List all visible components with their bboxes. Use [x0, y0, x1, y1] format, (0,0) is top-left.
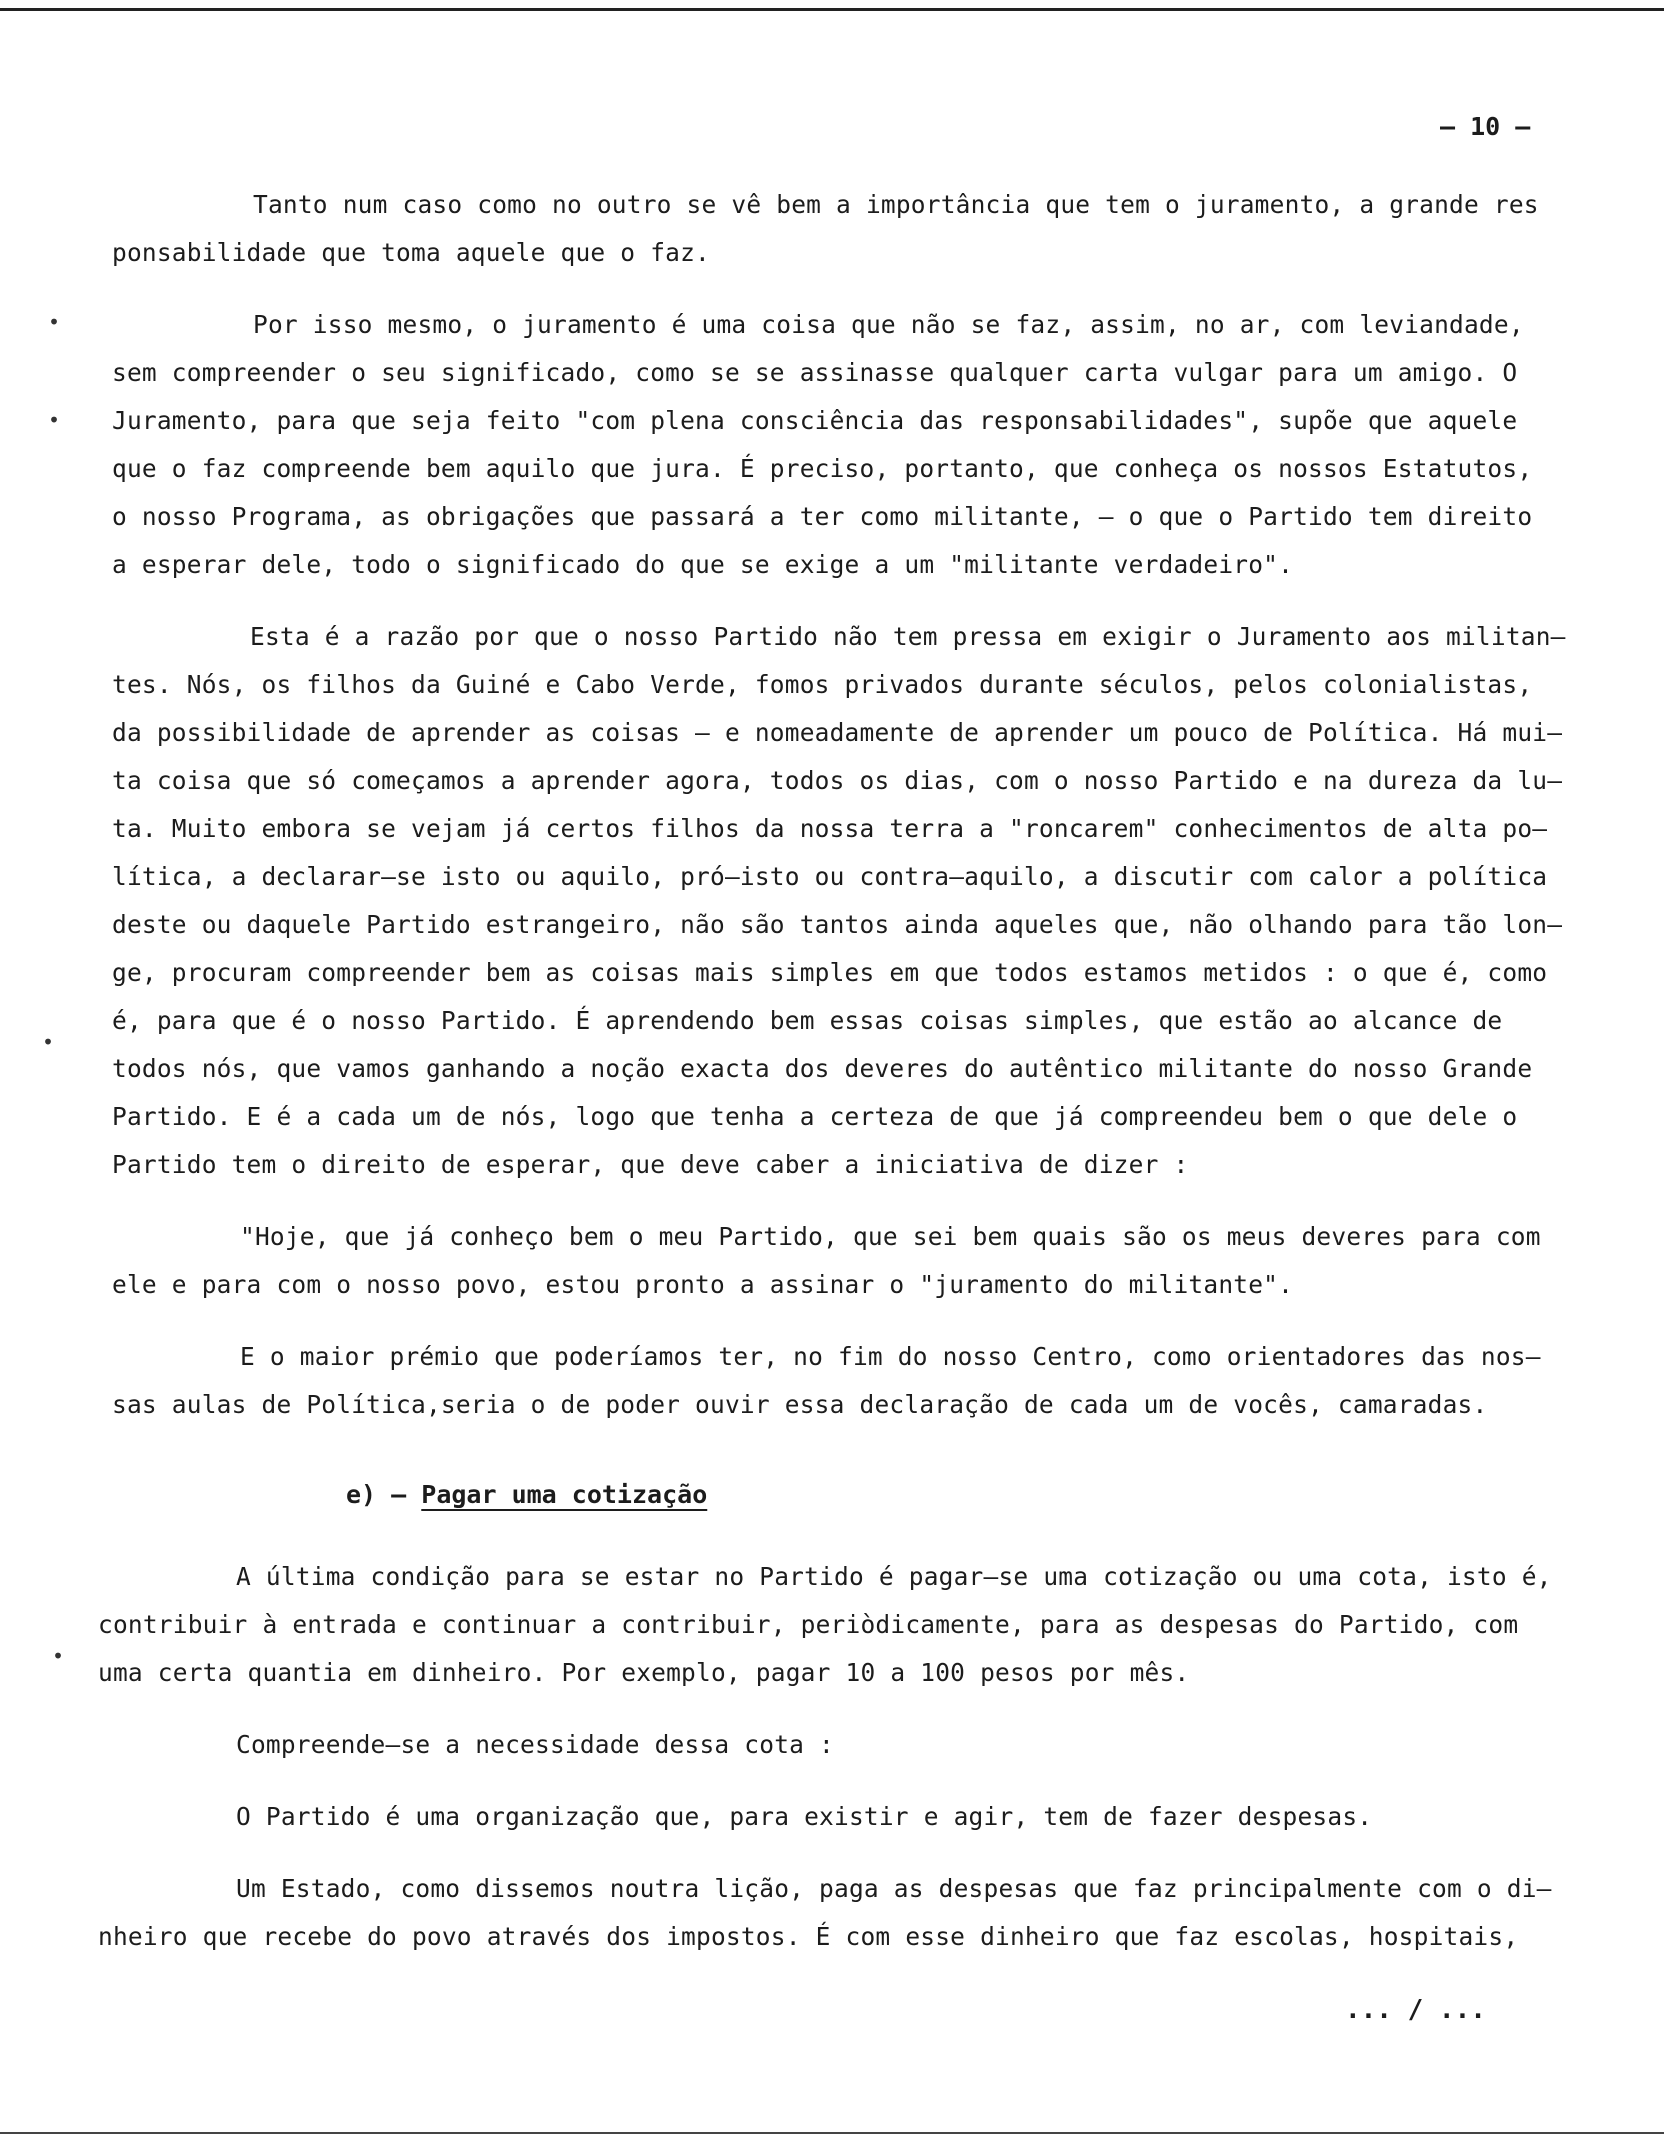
- text-line: ge, procuram compreender bem as coisas mais simples em que todos estamos metidos : o que é, como: [112, 958, 1548, 987]
- text-line: O Partido é uma organização que, para existir e agir, tem de fazer despesas.: [236, 1802, 1373, 1831]
- text-line: ponsabilidade que toma aquele que o faz.: [112, 238, 711, 267]
- text-line: contribuir à entrada e continuar a contribuir, periòdicamente, para as despesas do Partido, com: [98, 1610, 1519, 1639]
- text-line: lítica, a declarar–se isto ou aquilo, pró–isto ou contra–aquilo, a discutir com calor a política: [112, 862, 1548, 891]
- text-line: tes. Nós, os filhos da Guiné e Cabo Verde, fomos privados durante séculos, pelos colonialistas,: [112, 670, 1533, 699]
- text-line: Por isso mesmo, o juramento é uma coisa que não se faz, assim, no ar, com leviandade,: [253, 310, 1524, 339]
- text-line: Tanto num caso como no outro se vê bem a importância que tem o juramento, a grande res: [253, 190, 1539, 219]
- text-line: sas aulas de Política,seria o de poder ouvir essa declaração de cada um de vocês, camaradas.: [112, 1390, 1488, 1419]
- text-line: é, para que é o nosso Partido. É aprendendo bem essas coisas simples, que estão ao alcance de: [112, 1006, 1503, 1035]
- margin-mark: •: [48, 408, 61, 432]
- text-line: Partido. E é a cada um de nós, logo que tenha a certeza de que já compreendeu bem o que dele o: [112, 1102, 1518, 1131]
- text-line: ta. Muito embora se vejam já certos filhos da nossa terra a "roncarem" conhecimentos de alta po–: [112, 814, 1548, 843]
- continuation-marker: ... / ...: [1345, 1995, 1486, 2025]
- text-line: a esperar dele, todo o significado do que se exige a um "militante verdadeiro".: [112, 550, 1294, 579]
- text-line: que o faz compreende bem aquilo que jura. É preciso, portanto, que conheça os nossos Estatutos,: [112, 454, 1533, 483]
- text-line: Esta é a razão por que o nosso Partido não tem pressa em exigir o Juramento aos militan–: [250, 622, 1566, 651]
- page-number: – 10 –: [1440, 112, 1531, 141]
- text-line: da possibilidade de aprender as coisas – e nomeadamente de aprender um pouco de Política. Há mui–: [112, 718, 1563, 747]
- text-line: deste ou daquele Partido estrangeiro, não são tantos ainda aqueles que, não olhando para tão lon–: [112, 910, 1563, 939]
- text-line: sem compreender o seu significado, como se se assinasse qualquer carta vulgar para um amigo. O: [112, 358, 1518, 387]
- text-line: ta coisa que só começamos a aprender agora, todos os dias, com o nosso Partido e na dureza da lu–: [112, 766, 1563, 795]
- text-line: Um Estado, como dissemos noutra lição, paga as despesas que faz principalmente com o di–: [236, 1874, 1552, 1903]
- text-line: Compreende–se a necessidade dessa cota :: [236, 1730, 835, 1759]
- text-line: ele e para com o nosso povo, estou pronto a assinar o "juramento do militante".: [112, 1270, 1294, 1299]
- margin-mark: •: [52, 1644, 65, 1668]
- section-heading: [346, 1480, 707, 1509]
- text-line: nheiro que recebe do povo através dos impostos. É com esse dinheiro que faz escolas, hospitais,: [98, 1922, 1519, 1951]
- text-line: o nosso Programa, as obrigações que passará a ter como militante, – o que o Partido tem direito: [112, 502, 1533, 531]
- text-line: todos nós, que vamos ganhando a noção exacta dos deveres do autêntico militante do nosso Grande: [112, 1054, 1533, 1083]
- margin-mark: •: [48, 310, 61, 334]
- top-border-line: [0, 8, 1664, 11]
- section-heading-title: Pagar uma cotização: [421, 1480, 708, 1509]
- text-line: E o maior prémio que poderíamos ter, no fim do nosso Centro, como orientadores das nos–: [240, 1342, 1541, 1371]
- section-heading-prefix: e) –: [346, 1480, 422, 1509]
- text-line: A última condição para se estar no Partido é pagar–se uma cotização ou uma cota, isto é,: [236, 1562, 1552, 1591]
- margin-mark: •: [42, 1030, 55, 1054]
- text-line: Juramento, para que seja feito "com plena consciência das responsabilidades", supõe que aquele: [112, 406, 1518, 435]
- text-line: uma certa quantia em dinheiro. Por exemplo, pagar 10 a 100 pesos por mês.: [98, 1658, 1190, 1687]
- bottom-border-line: [0, 2132, 1664, 2134]
- text-line: Partido tem o direito de esperar, que deve caber a iniciativa de dizer :: [112, 1150, 1189, 1179]
- text-line: "Hoje, que já conheço bem o meu Partido, que sei bem quais são os meus deveres para com: [240, 1222, 1541, 1251]
